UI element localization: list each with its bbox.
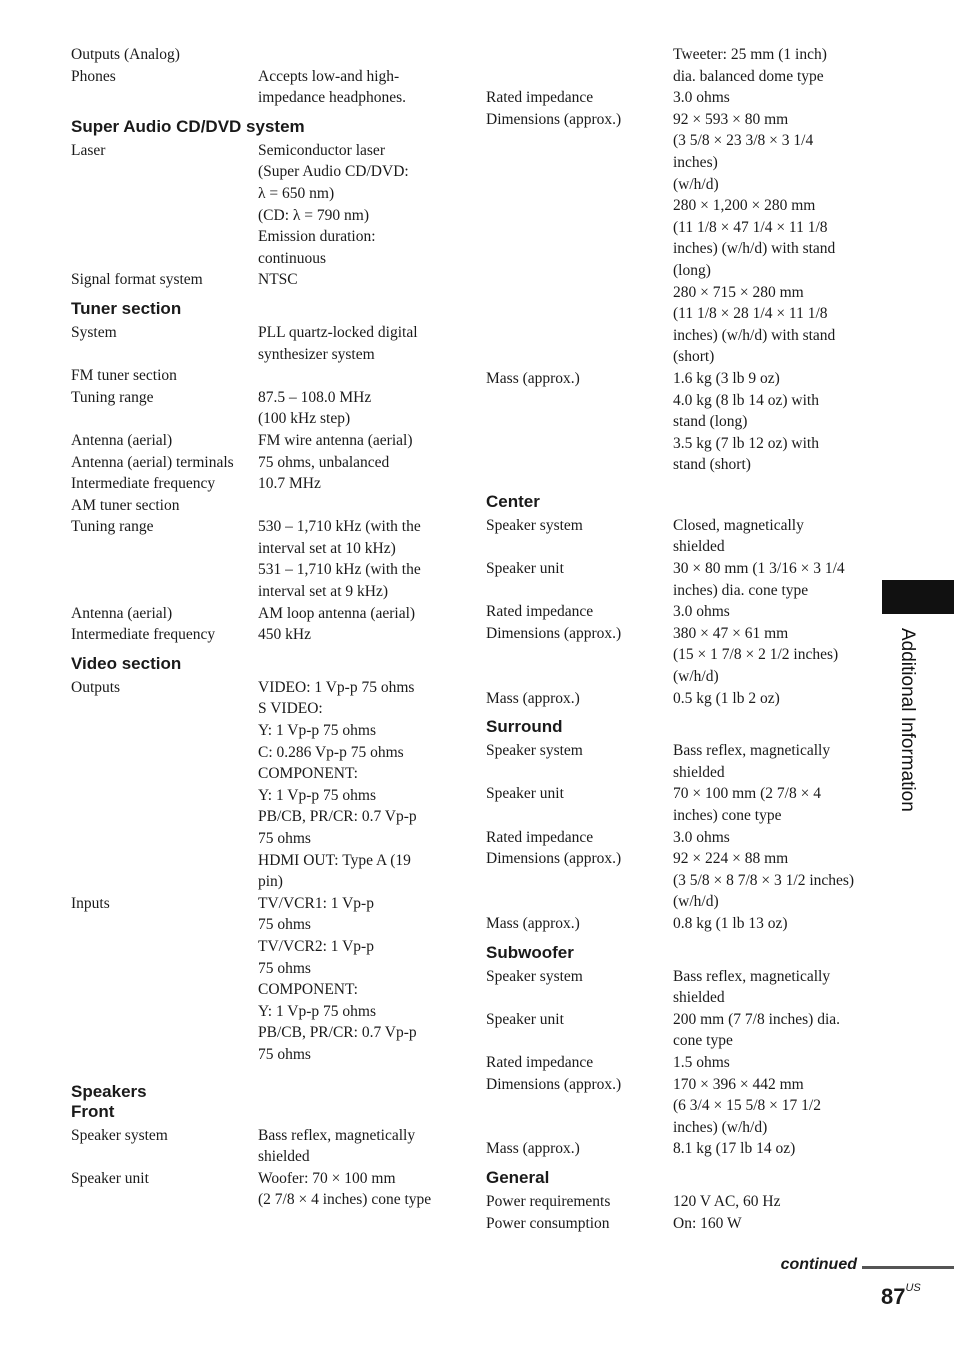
spec-value-line: shielded bbox=[258, 1148, 310, 1166]
spec-label: Mass (approx.) bbox=[486, 1140, 580, 1158]
spec-value-line: impedance headphones. bbox=[258, 89, 407, 107]
spec-value-line: interval set at 10 kHz) bbox=[258, 539, 396, 557]
spec-row bbox=[71, 495, 451, 517]
spec-value bbox=[258, 1168, 443, 1211]
section-heading: Speakers bbox=[71, 1081, 147, 1101]
spec-row bbox=[486, 44, 866, 87]
spec-value-line: COMPONENT: bbox=[258, 765, 358, 783]
spec-value-line: (15 × 1 7/8 × 2 1/2 inches) bbox=[673, 646, 839, 664]
subsection-label: FM tuner section bbox=[71, 367, 177, 385]
spec-label: Speaker system bbox=[71, 1126, 168, 1144]
side-section-title: Additional Information bbox=[897, 628, 918, 812]
section-heading: Center bbox=[486, 491, 540, 511]
spec-value bbox=[258, 677, 443, 893]
spec-row bbox=[486, 515, 866, 558]
spec-value bbox=[673, 558, 858, 601]
spec-value: 10.7 MHz bbox=[258, 475, 321, 493]
spec-row bbox=[71, 452, 451, 474]
spec-value-line: 1.6 kg (3 lb 9 oz) bbox=[673, 369, 780, 387]
spec-row bbox=[486, 827, 866, 849]
spec-label: Laser bbox=[71, 141, 106, 159]
spec-value-line: shielded bbox=[673, 989, 725, 1007]
spec-row bbox=[486, 1138, 866, 1160]
spec-label: Tuning range bbox=[71, 518, 154, 536]
spec-value bbox=[258, 140, 443, 270]
spec-label: Tuning range bbox=[71, 388, 154, 406]
spec-label: Intermediate frequency bbox=[71, 475, 216, 493]
spec-value: 8.1 kg (17 lb 14 oz) bbox=[673, 1140, 796, 1158]
spec-value: 3.0 ohms bbox=[673, 603, 730, 621]
spec-value-line: 92 × 593 × 80 mm bbox=[673, 110, 789, 128]
page-number-suffix: US bbox=[905, 1282, 921, 1294]
spec-value-line: inches) (w/h/d) with stand bbox=[673, 326, 836, 344]
spec-value-line: Bass reflex, magnetically bbox=[673, 742, 831, 760]
spec-value-line: Y: 1 Vp-p 75 ohms bbox=[258, 1002, 376, 1020]
spec-value-line: VIDEO: 1 Vp-p 75 ohms bbox=[258, 678, 415, 696]
spec-label: Speaker system bbox=[486, 967, 583, 985]
spec-value-line: Y: 1 Vp-p 75 ohms bbox=[258, 786, 376, 804]
spec-value-line: cone type bbox=[673, 1032, 733, 1050]
spec-value bbox=[673, 1074, 858, 1139]
spec-row bbox=[486, 1052, 866, 1074]
spec-value-line: S VIDEO: bbox=[258, 700, 323, 718]
spec-value bbox=[258, 1125, 443, 1168]
spec-value: FM wire antenna (aerial) bbox=[258, 431, 413, 449]
spec-value-line: continuous bbox=[258, 249, 327, 267]
section-heading: Video section bbox=[71, 653, 182, 673]
spec-value bbox=[258, 66, 443, 109]
spec-value bbox=[673, 109, 858, 368]
spec-value-line: synthesizer system bbox=[258, 345, 375, 363]
page-number-value: 87 bbox=[881, 1284, 906, 1309]
spec-value-line: 87.5 – 108.0 MHz bbox=[258, 388, 372, 406]
spec-value-line: COMPONENT: bbox=[258, 981, 358, 999]
spec-value-line: 30 × 80 mm (1 3/16 × 3 1/4 bbox=[673, 560, 845, 578]
spec-value-line: (11 1/8 × 47 1/4 × 11 1/8 bbox=[673, 218, 828, 236]
continued-label: continued bbox=[780, 1256, 857, 1273]
spec-value: AM loop antenna (aerial) bbox=[258, 604, 416, 622]
spec-value: 0.8 kg (1 lb 13 oz) bbox=[673, 914, 788, 932]
subsection-heading: Front bbox=[71, 1101, 115, 1121]
spec-value bbox=[673, 515, 858, 558]
spec-row bbox=[486, 848, 866, 913]
spec-row bbox=[71, 322, 451, 365]
right-column bbox=[486, 44, 866, 1234]
spec-value-line: TV/VCR1: 1 Vp-p bbox=[258, 894, 374, 912]
spec-value-line: (w/h/d) bbox=[673, 175, 719, 193]
spec-value-line: stand (long) bbox=[673, 413, 748, 431]
spec-label: System bbox=[71, 323, 117, 341]
spec-value-line: shielded bbox=[673, 763, 725, 781]
spec-value: On: 160 W bbox=[673, 1214, 742, 1232]
spec-value bbox=[673, 783, 858, 826]
spec-row bbox=[71, 140, 451, 270]
spec-row bbox=[71, 603, 451, 625]
spec-value bbox=[673, 848, 858, 913]
spec-label: Speaker system bbox=[486, 742, 583, 760]
spec-row bbox=[71, 473, 451, 495]
spec-value-line: C: 0.286 Vp-p 75 ohms bbox=[258, 743, 404, 761]
spec-row bbox=[71, 893, 451, 1066]
spec-label: Antenna (aerial) terminals bbox=[71, 453, 234, 471]
spec-label: Mass (approx.) bbox=[486, 689, 580, 707]
spec-value-line: inches) cone type bbox=[673, 807, 782, 824]
spec-label: Mass (approx.) bbox=[486, 914, 580, 932]
spec-label: Outputs bbox=[71, 678, 121, 696]
spec-value-line: 200 mm (7 7/8 inches) dia. bbox=[673, 1010, 841, 1028]
spec-row bbox=[71, 365, 451, 387]
spec-label: Speaker unit bbox=[486, 560, 564, 578]
spec-value-line: Closed, magnetically bbox=[673, 516, 804, 534]
spec-row bbox=[71, 430, 451, 452]
spec-value bbox=[673, 368, 858, 476]
spec-value-line: Emission duration: bbox=[258, 228, 376, 246]
spec-value-line: 75 ohms bbox=[258, 959, 311, 977]
spec-row bbox=[486, 913, 866, 935]
spec-value-line: interval set at 9 kHz) bbox=[258, 583, 388, 601]
spec-value-line: 75 ohms bbox=[258, 916, 311, 934]
spec-label: Rated impedance bbox=[486, 603, 594, 621]
spec-label: Dimensions (approx.) bbox=[486, 624, 622, 642]
spec-value bbox=[258, 387, 443, 430]
spec-value-line: Bass reflex, magnetically bbox=[258, 1126, 416, 1144]
spec-value: 3.0 ohms bbox=[673, 89, 730, 107]
spec-label: Antenna (aerial) bbox=[71, 431, 173, 449]
spec-value bbox=[673, 966, 858, 1009]
spec-label: Power requirements bbox=[486, 1192, 611, 1210]
spec-value-line: HDMI OUT: Type A (19 bbox=[258, 851, 411, 869]
spec-value bbox=[673, 740, 858, 783]
spec-row bbox=[486, 109, 866, 368]
spec-value-line: 75 ohms bbox=[258, 1045, 311, 1063]
spec-value-line: PB/CB, PR/CR: 0.7 Vp-p bbox=[258, 1024, 417, 1042]
spec-value bbox=[673, 44, 858, 87]
spec-label: Rated impedance bbox=[486, 89, 594, 107]
spec-row bbox=[71, 269, 451, 291]
spec-value-line: 530 – 1,710 kHz (with the bbox=[258, 518, 421, 536]
spec-row bbox=[486, 558, 866, 601]
spec-label: Signal format system bbox=[71, 271, 203, 289]
spec-label: Rated impedance bbox=[486, 828, 594, 846]
spec-value-line: pin) bbox=[258, 873, 283, 891]
spec-label: Speaker unit bbox=[486, 785, 564, 803]
spec-row bbox=[486, 601, 866, 623]
spec-row bbox=[71, 387, 451, 430]
page-number bbox=[881, 1284, 921, 1310]
spec-value-line: PB/CB, PR/CR: 0.7 Vp-p bbox=[258, 808, 417, 826]
spec-value-line: 280 × 715 × 280 mm bbox=[673, 283, 804, 301]
spec-value-line: 280 × 1,200 × 280 mm bbox=[673, 197, 816, 215]
spec-value-line: inches) (w/h/d) bbox=[673, 1118, 768, 1136]
spec-value bbox=[673, 623, 858, 688]
spec-value-line: 92 × 224 × 88 mm bbox=[673, 850, 789, 868]
spec-row bbox=[486, 623, 866, 688]
spec-value-line: 70 × 100 mm (2 7/8 × 4 bbox=[673, 785, 821, 803]
spec-value: 75 ohms, unbalanced bbox=[258, 453, 390, 471]
spec-value bbox=[258, 322, 443, 365]
spec-row bbox=[71, 66, 451, 109]
section-heading: Tuner section bbox=[71, 298, 182, 318]
spec-value-line: (100 kHz step) bbox=[258, 410, 351, 428]
spec-value-line: Accepts low-and high- bbox=[258, 67, 400, 85]
spec-label: Outputs (Analog) bbox=[71, 46, 180, 63]
spec-value bbox=[258, 516, 443, 602]
spec-value-line: 75 ohms bbox=[258, 830, 311, 847]
spec-label: Speaker system bbox=[486, 516, 583, 534]
spec-value-line: 3.5 kg (7 lb 12 oz) with bbox=[673, 434, 819, 452]
spec-value-line: Tweeter: 25 mm (1 inch) bbox=[673, 46, 827, 63]
spec-row bbox=[486, 966, 866, 1009]
spec-value-line: stand (short) bbox=[673, 456, 751, 474]
spec-row bbox=[486, 688, 866, 710]
spec-row bbox=[486, 1009, 866, 1052]
spec-value-line: (6 3/4 × 15 5/8 × 17 1/2 bbox=[673, 1097, 821, 1115]
spec-value: 0.5 kg (1 lb 2 oz) bbox=[673, 689, 780, 707]
spec-row bbox=[486, 1213, 866, 1235]
spec-row bbox=[71, 624, 451, 646]
spec-value-line: 380 × 47 × 61 mm bbox=[673, 624, 789, 642]
spec-value-line: (CD: λ = 790 nm) bbox=[258, 206, 369, 224]
spec-label: Speaker unit bbox=[486, 1010, 564, 1028]
spec-value-line: (w/h/d) bbox=[673, 668, 719, 686]
spec-value: NTSC bbox=[258, 271, 298, 289]
spec-value-line: (w/h/d) bbox=[673, 893, 719, 911]
spec-value bbox=[258, 893, 443, 1066]
spec-value-line: (11 1/8 × 28 1/4 × 11 1/8 bbox=[673, 305, 828, 323]
spec-value-line: Y: 1 Vp-p 75 ohms bbox=[258, 722, 376, 740]
spec-label: Mass (approx.) bbox=[486, 369, 580, 387]
spec-label: Power consumption bbox=[486, 1214, 610, 1232]
section-heading: Super Audio CD/DVD system bbox=[71, 116, 305, 136]
spec-value: 120 V AC, 60 Hz bbox=[673, 1192, 781, 1210]
spec-value-line: λ = 650 nm) bbox=[258, 184, 335, 202]
spec-value-line: 531 – 1,710 kHz (with the bbox=[258, 561, 421, 579]
spec-value-line: Bass reflex, magnetically bbox=[673, 967, 831, 985]
spec-label: Dimensions (approx.) bbox=[486, 850, 622, 868]
section-heading: General bbox=[486, 1167, 550, 1187]
spec-row bbox=[71, 1168, 451, 1211]
spec-value-line: (3 5/8 × 8 7/8 × 3 1/2 inches) bbox=[673, 871, 855, 889]
spec-row bbox=[486, 87, 866, 109]
spec-value-line: Woofer: 70 × 100 mm bbox=[258, 1169, 396, 1187]
spec-value-line: shielded bbox=[673, 538, 725, 556]
spec-value-line: 170 × 396 × 442 mm bbox=[673, 1075, 804, 1093]
spec-row bbox=[71, 516, 451, 602]
spec-row bbox=[486, 1191, 866, 1213]
continued-rule bbox=[862, 1266, 954, 1269]
spec-value: 450 kHz bbox=[258, 626, 311, 644]
spec-label: Intermediate frequency bbox=[71, 626, 216, 644]
subsection-label: AM tuner section bbox=[71, 496, 180, 514]
spec-value bbox=[673, 1009, 858, 1052]
spec-row bbox=[71, 1125, 451, 1168]
spec-value-line: inches) dia. cone type bbox=[673, 581, 809, 599]
spec-label: Dimensions (approx.) bbox=[486, 1075, 622, 1093]
spec-value-line: PLL quartz-locked digital bbox=[258, 323, 418, 341]
spec-label: Phones bbox=[71, 67, 116, 85]
spec-row bbox=[71, 677, 451, 893]
spec-label: Dimensions (approx.) bbox=[486, 110, 622, 128]
spec-row bbox=[486, 1074, 866, 1139]
section-tab-marker bbox=[882, 580, 954, 614]
spec-value-line: Semiconductor laser bbox=[258, 141, 385, 159]
section-heading: Surround bbox=[486, 717, 563, 737]
spec-row bbox=[486, 783, 866, 826]
spec-value-line: (2 7/8 × 4 inches) cone type bbox=[258, 1191, 432, 1209]
left-column bbox=[71, 44, 451, 1211]
spec-row bbox=[71, 44, 451, 66]
spec-value-line: inches) (w/h/d) with stand bbox=[673, 240, 836, 258]
spec-label: Speaker unit bbox=[71, 1169, 149, 1187]
section-heading: Subwoofer bbox=[486, 942, 574, 962]
spec-value-line: 4.0 kg (8 lb 14 oz) with bbox=[673, 391, 819, 409]
spec-value: 1.5 ohms bbox=[673, 1053, 730, 1071]
spec-value-line: (3 5/8 × 23 3/8 × 3 1/4 inches) bbox=[673, 132, 814, 171]
spec-row bbox=[486, 368, 866, 476]
spec-value-line: (Super Audio CD/DVD: bbox=[258, 163, 409, 181]
spec-label: Antenna (aerial) bbox=[71, 604, 173, 622]
spec-value-line: (short) bbox=[673, 348, 715, 366]
spec-value-line: (long) bbox=[673, 261, 711, 279]
spec-value: 3.0 ohms bbox=[673, 828, 730, 846]
spec-value-line: TV/VCR2: 1 Vp-p bbox=[258, 937, 374, 955]
spec-label: Rated impedance bbox=[486, 1053, 594, 1071]
spec-value-line: dia. balanced dome type bbox=[673, 67, 824, 85]
spec-row bbox=[486, 740, 866, 783]
spec-label: Inputs bbox=[71, 894, 110, 912]
